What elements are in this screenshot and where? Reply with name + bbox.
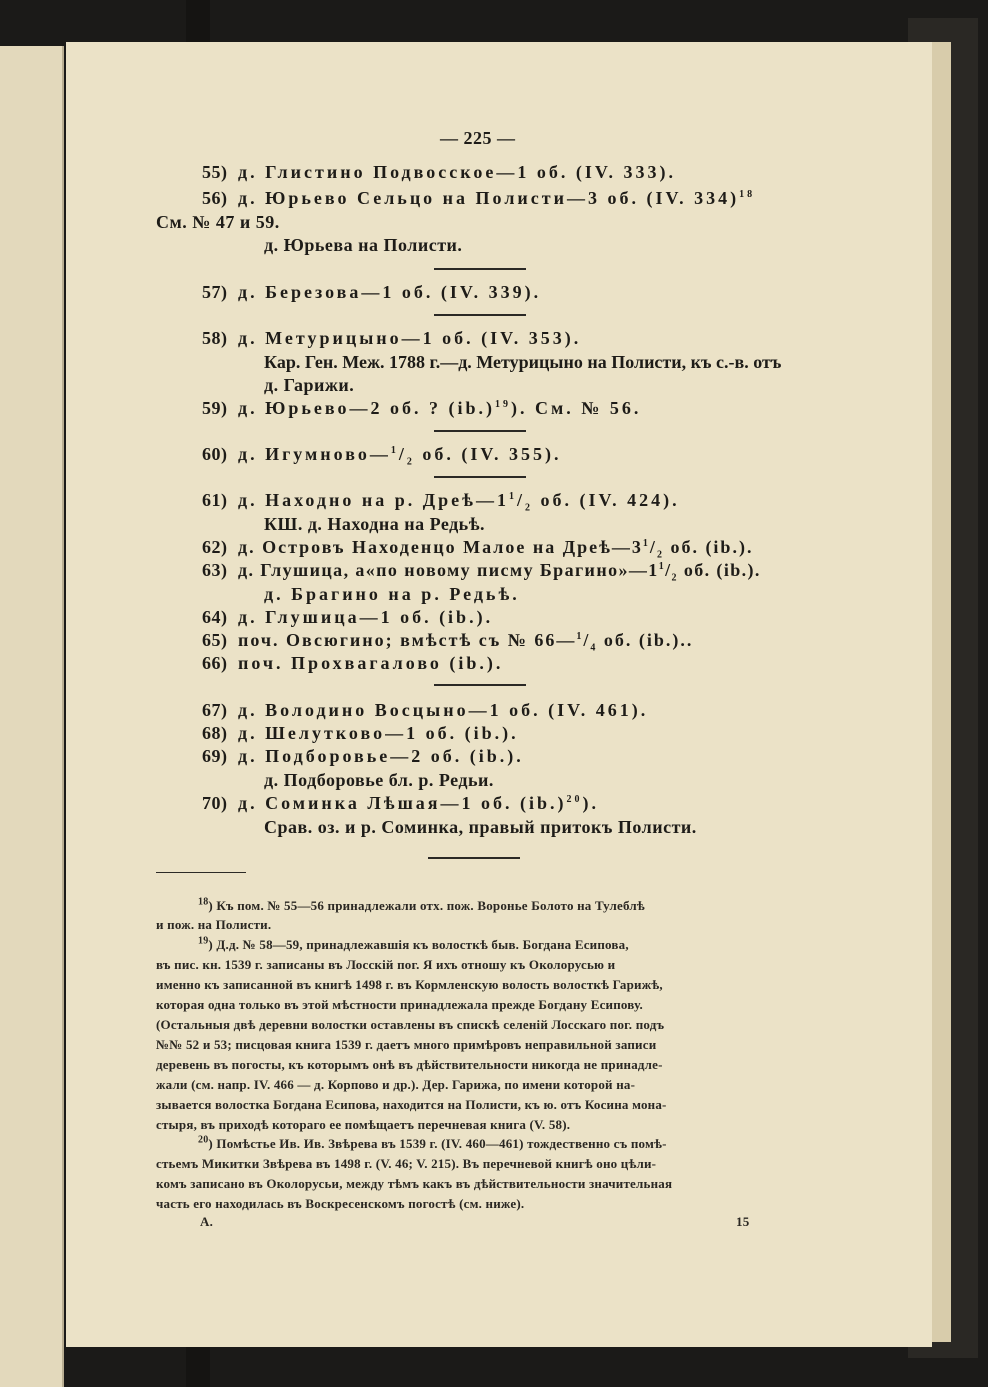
footnote-ref-19: 19 (495, 399, 511, 410)
entry-58-text: д. Метурицыно—1 об. (IV. 353). (238, 328, 582, 348)
entry-63-note: д. Брагино на р. Редьѣ. (264, 584, 520, 604)
separator-rule (434, 476, 526, 478)
page-stack-edge (930, 42, 951, 1342)
entry-67-text: д. Володино Восцыно—1 об. (IV. 461). (238, 700, 649, 720)
page-number: — 225 — (440, 128, 516, 148)
footnote-19-marker: 19 (198, 935, 209, 947)
entry-61-number: 61) (202, 490, 228, 510)
entry-60-text: д. $Игумново—^1/_2$ об. (IV. 355). (238, 444, 562, 468)
entry-56-note: д. Юрьева на Полисти. (264, 235, 463, 255)
entry-67-number: 67) (202, 700, 228, 720)
entry-58-note-line1: Кар. Ген. Меж. 1788 г.—д. Метурицыно на Полисти, къ с.-в. отъ (264, 352, 782, 372)
footnote-18-line: и пож. на Полисти. (156, 917, 272, 932)
entry-62-text: д. Островъ Находенцо Малое на $Дреѣ—3^1/_2$ об. (ib.). (238, 537, 754, 561)
footnote-18-marker: 18 (198, 896, 209, 908)
entry-59-text: д. Юрьево—2 об. ? $(ib.)^{19}$). См. № 56. (238, 398, 642, 418)
entry-56-number: 56) (202, 188, 228, 208)
entry-61-text: д. Находно на р. $Дреѣ—1^1/_2$ об. (IV. 424). (238, 490, 680, 514)
footnote-ref-18: 18 (739, 189, 756, 200)
footnote-19-line: именно къ записанной въ книгѣ 1498 г. въ Кормленскую волость волосткѣ Гарижѣ, (156, 977, 663, 992)
footnote-ref-20: 20 (566, 794, 583, 805)
entry-62-number: 62) (202, 537, 228, 557)
footnote-19-line: которая одна только въ этой мѣстности принадлежала прежде Богдану Есипову. (156, 997, 643, 1012)
entry-56-text: д. Юрьево Сельцо на Полисти—3 об. (IV. 334)$^{18}$ (238, 188, 756, 208)
entry-69-note: д. Подборовье бл. р. Редьи. (264, 770, 494, 790)
entry-56-continuation: См. № 47 и 59. (156, 212, 280, 232)
separator-rule (434, 684, 526, 686)
entry-60-number: 60) (202, 444, 228, 464)
footnote-19-line: стыря, въ приходѣ котораго ее помѣщаетъ перечневая книга (V. 58). (156, 1117, 571, 1132)
footnote-18-line: $^{18}$) Къ пом. № 55—56 принадлежали отх. пож. Воронье Болото на Тулеблѣ (198, 896, 645, 913)
document-page (66, 42, 932, 1347)
footnote-19-line: деревень въ погосты, къ которымъ онѣ въ дѣйствительности никогда не принадле- (156, 1057, 663, 1072)
entry-68-number: 68) (202, 723, 228, 743)
footnote-separator (156, 872, 246, 873)
entry-63-text: д. Глушица, а«по новому писму $Брагино»—1^1/_2$ об. (ib.). (238, 560, 761, 584)
footnote-20-line: $^{20}$) Помѣстье Ив. Ив. Звѣрева въ 1539 г. (IV. 460—461) тождественно съ помѣ- (198, 1134, 667, 1151)
separator-rule (434, 430, 526, 432)
footnote-20-line: стьемъ Микитки Звѣрева въ 1498 г. (V. 46; V. 215). Въ перечневой книгѣ оно цѣли- (156, 1156, 657, 1171)
entry-66-text: поч. Прохвагалово (ib.). (238, 653, 504, 673)
entry-59-number: 59) (202, 398, 228, 418)
entry-57-text: д. Березова—1 об. (IV. 339). (238, 282, 542, 302)
entry-57-number: 57) (202, 282, 228, 302)
separator-rule (428, 857, 520, 859)
entry-69-text: д. Подборовье—2 об. (ib.). (238, 746, 524, 766)
footnote-19-line: въ пис. кн. 1539 г. записаны въ Лосскій пог. Я ихъ отношу къ Околорусью и (156, 957, 616, 972)
footnote-19-line: зывается волостка Богдана Есипова, находится на Полисти, къ ю. отъ Косина мона- (156, 1097, 667, 1112)
footnote-19-line: $^{19}$) Д.д. № 58—59, принадлежавшія къ волосткѣ быв. Богдана Есипова, (198, 935, 629, 952)
entry-70-note: Срав. оз. и р. Соминка, правый притокъ Полисти. (264, 817, 697, 837)
entry-55-number: 55) (202, 162, 228, 182)
footnote-19-line: №№ 52 и 53; писцовая книга 1539 г. даетъ много примѣровъ неправильной записи (156, 1037, 657, 1052)
entry-64-text: д. Глушица—1 об. (ib.). (238, 607, 494, 627)
footnote-20-line: часть его находилась въ Воскресенскомъ погостѣ (см. ниже). (156, 1196, 525, 1211)
entry-63-number: 63) (202, 560, 228, 580)
separator-rule (434, 268, 526, 270)
entry-65-text: поч. Овсюгино; вмѣстѣ съ № $66—^1/_4$ об. (ib.).. (238, 630, 694, 654)
printer-signature-mark: А. (200, 1214, 214, 1229)
entry-65-number: 65) (202, 630, 228, 650)
entry-58-note-line2: д. Гарижи. (264, 375, 355, 395)
separator-rule (434, 314, 526, 316)
entry-64-number: 64) (202, 607, 228, 627)
footnote-20-marker: 20 (198, 1134, 209, 1146)
sheet-number: 15 (736, 1214, 750, 1229)
left-page-edge (0, 46, 64, 1387)
entry-55-text: д. Глистино Подвосское—1 об. (IV. 333). (238, 162, 677, 182)
footnote-19-line: (Остальныя двѣ деревни волостки оставлены въ спискѣ селеній Лосскаго пог. подъ (156, 1017, 665, 1032)
entry-68-text: д. Шелутково—1 об. (ib.). (238, 723, 519, 743)
entry-69-number: 69) (202, 746, 228, 766)
entry-66-number: 66) (202, 653, 228, 673)
entry-58-number: 58) (202, 328, 228, 348)
footnote-20-line: комъ записано въ Околорусьи, между тѣмъ какъ въ дѣйствительности значительная (156, 1176, 673, 1191)
entry-61-note: КШ. д. Находна на Редьѣ. (264, 514, 486, 534)
entry-70-text: д. Соминка Лѣшая—1 об. $(ib.)^{20}$). (238, 793, 600, 813)
footnote-19-line: жали (см. напр. IV. 466 — д. Корпово и др.). Дер. Гарижа, по имени которой на- (156, 1077, 636, 1092)
entry-70-number: 70) (202, 793, 228, 813)
